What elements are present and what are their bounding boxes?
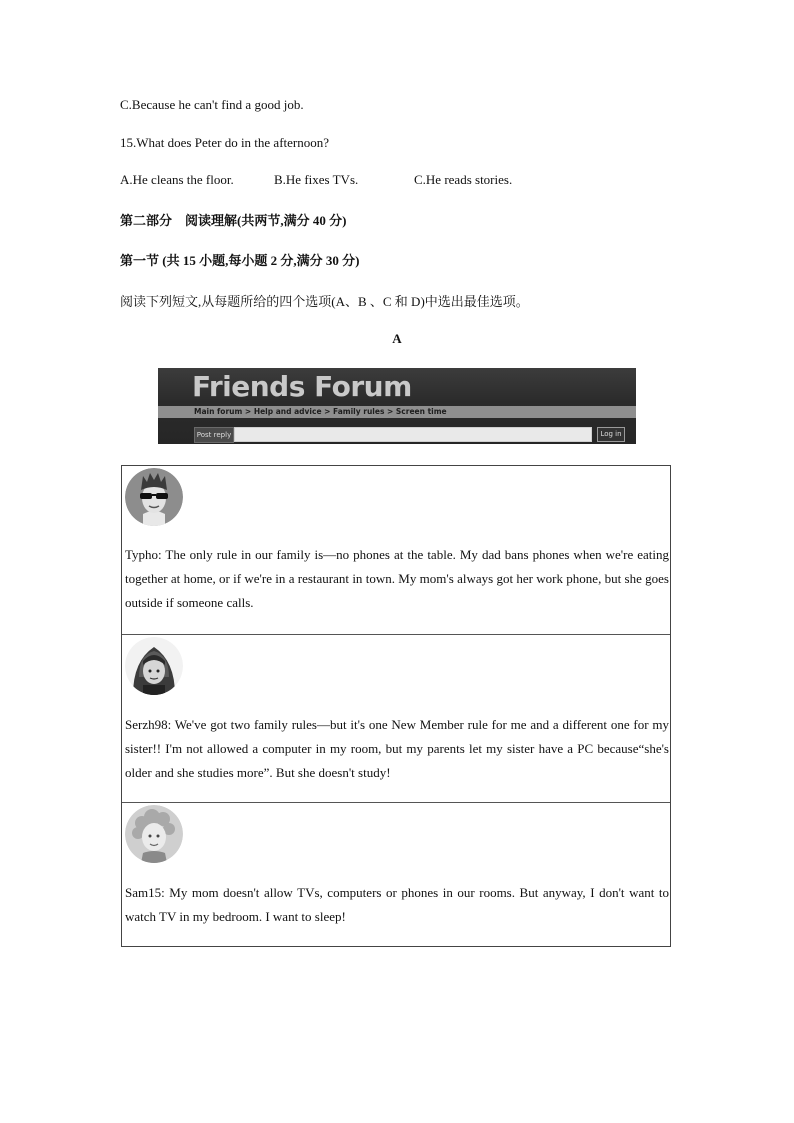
option-c: C.He reads stories.	[414, 172, 513, 187]
breadcrumb-bar	[158, 406, 636, 418]
passage-label: A	[392, 331, 402, 346]
post-text: Typho: The only rule in our family is—no phones at the table. My dad bans phones when we're eating together at home, or if we're in a restaurant in town. My mom's always got her work phone, but she goes outside if someone calls.	[125, 547, 669, 610]
forum-post	[122, 803, 670, 946]
section1-heading: 第一节 (共 15 小题,每小题 2 分,满分 30 分)	[120, 253, 360, 268]
forum-posts-box	[121, 465, 671, 947]
breadcrumb: Main forum > Help and advice > Family rules > Screen time	[194, 407, 447, 416]
hooded-avatar-icon	[125, 637, 183, 695]
instruction: 阅读下列短文,从每题所给的四个选项(A、B 、C 和 D)中选出最佳选项。	[120, 294, 529, 309]
forum-post	[122, 466, 670, 634]
question-15: 15.What does Peter do in the afternoon?	[120, 135, 330, 150]
forum-title: Friends Forum	[192, 370, 412, 403]
post-text: Serzh98: We've got two family rules—but it's one New Member rule for me and a different one for my sister!! I'm not allowed a computer in my room, but my parents let my sister have a PC because“she's older and she studies more”. But she doesn't study!	[125, 717, 669, 780]
question-14-option-c: C.Because he can't find a good job.	[120, 97, 304, 112]
log-in-button: Log in	[597, 427, 625, 442]
forum-banner	[158, 368, 636, 444]
post-reply-button: Post reply	[194, 427, 234, 443]
forum-post	[122, 635, 670, 802]
reply-input-bar	[234, 427, 592, 442]
question-15-options	[120, 172, 512, 188]
option-a: A.He cleans the floor.	[120, 172, 234, 187]
option-b: B.He fixes TVs.	[274, 172, 359, 187]
post-text: Sam15: My mom doesn't allow TVs, computers or phones in our rooms. But anyway, I don't want to watch TV in my bedroom. I want to sleep!	[125, 885, 669, 924]
sunglasses-avatar-icon	[125, 468, 183, 526]
curly-hair-avatar-icon	[125, 805, 183, 863]
part2-heading: 第二部分 阅读理解(共两节,满分 40 分)	[120, 213, 347, 228]
